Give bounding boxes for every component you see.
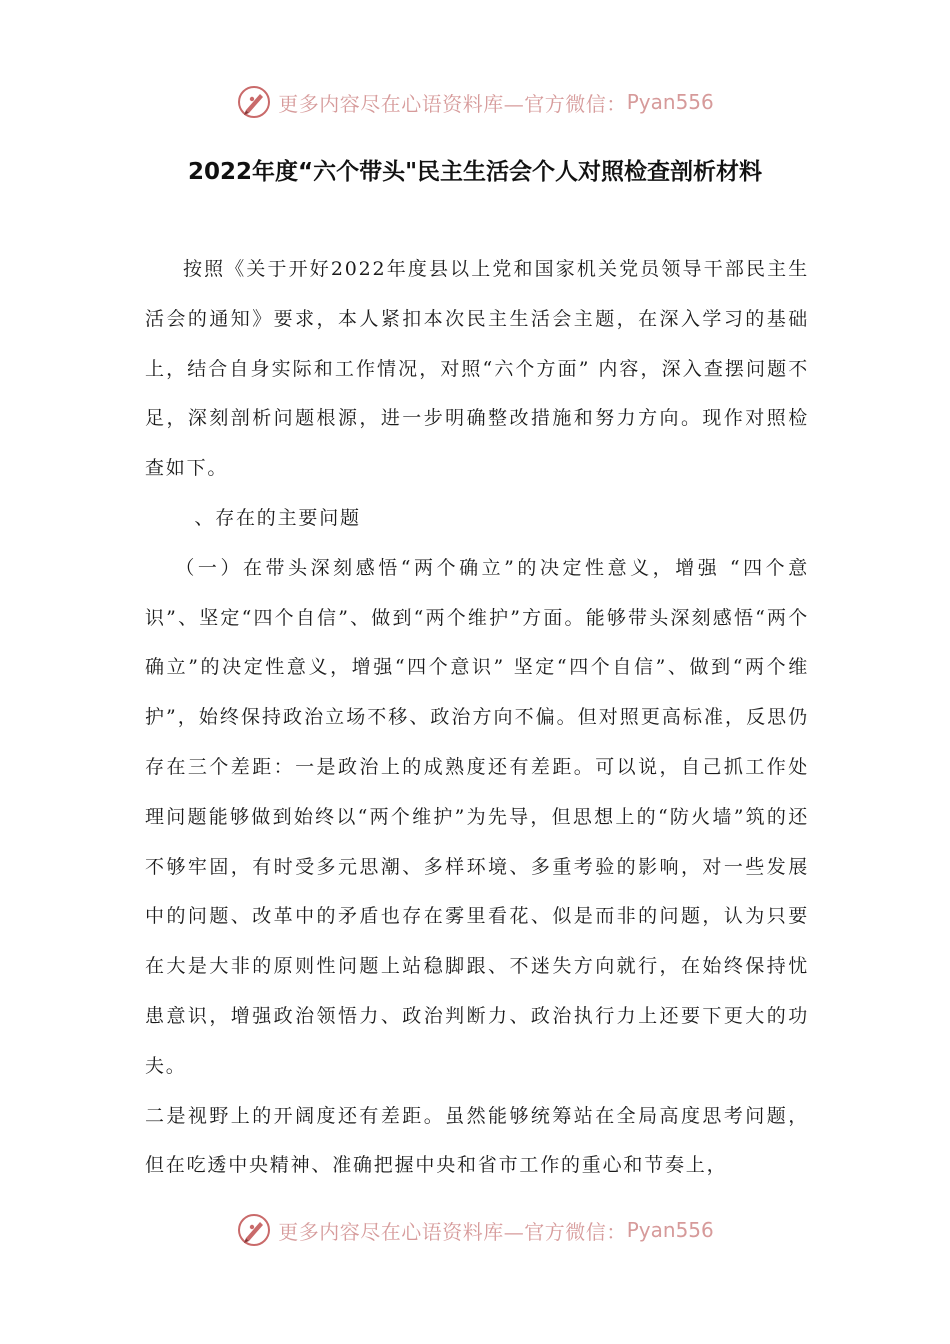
watermark-banner-top <box>0 80 950 124</box>
body-paragraph-1: （一）在带头深刻感悟“两个确立”的决定性意义，增强 “四个意识”、坚定“四个自信”、做到“两个维护”方面。能够带头深刻感悟“两个确立”的决定性意义，增强“四个意识” 坚定“四个自信”、做到“两个维护”，始终保持政治立场不移、政治方向不偏。但对照更高标准，反思仍存在三个差距：一是政治上的成熟度还有差距。可以说，自己抓工作处理问题能够做到始终以“两个维护”为先导，但思想上的“防火墙”筑的还不够牢固，有时受多元思潮、多样环境、多重考验的影响，对一些发展中的问题、改革中的矛盾也存在雾里看花、似是而非的问题，认为只要在大是大非的原则性问题上站稳脚跟、不迷失方向就行，在始终保持忧患意识，增强政治领悟力、政治判断力、政治执行力上还要下更大的功夫。 <box>145 556 809 1077</box>
intro-paragraph: 按照《关于开好2022年度县以上党和国家机关党员领导干部民主生活会的通知》要求，本人紧扣本次民主生活会主题，在深入学习的基础上，结合自身实际和工作情况，对照“六个方面” 内容，深入查摆问题不足，深刻剖析问题根源，进一步明确整改措施和努力方向。现作对照检查如下。 <box>145 258 809 480</box>
watermark-text: 更多内容尽在心语资料库—官方微信： <box>278 1219 627 1244</box>
pen-logo-icon <box>236 1212 272 1248</box>
watermark-wechat-id: Pyan556 <box>626 90 714 114</box>
document-title: 2022年度“六个带头"民主生活会个人对照检查剖析材料 <box>187 159 763 185</box>
watermark-banner-bottom <box>0 1208 950 1252</box>
watermark-wechat-id: Pyan556 <box>626 1218 714 1242</box>
section-heading: 、存在的主要问题 <box>194 506 361 529</box>
watermark-text: 更多内容尽在心语资料库—官方微信： <box>278 91 627 116</box>
body-paragraph-2: 二是视野上的开阔度还有差距。虽然能够统筹站在全局高度思考问题，但在吃透中央精神、准确把握中央和省市工作的重心和节奏上， <box>145 1104 809 1177</box>
pen-logo-icon <box>236 84 272 120</box>
document-body <box>145 245 809 1191</box>
